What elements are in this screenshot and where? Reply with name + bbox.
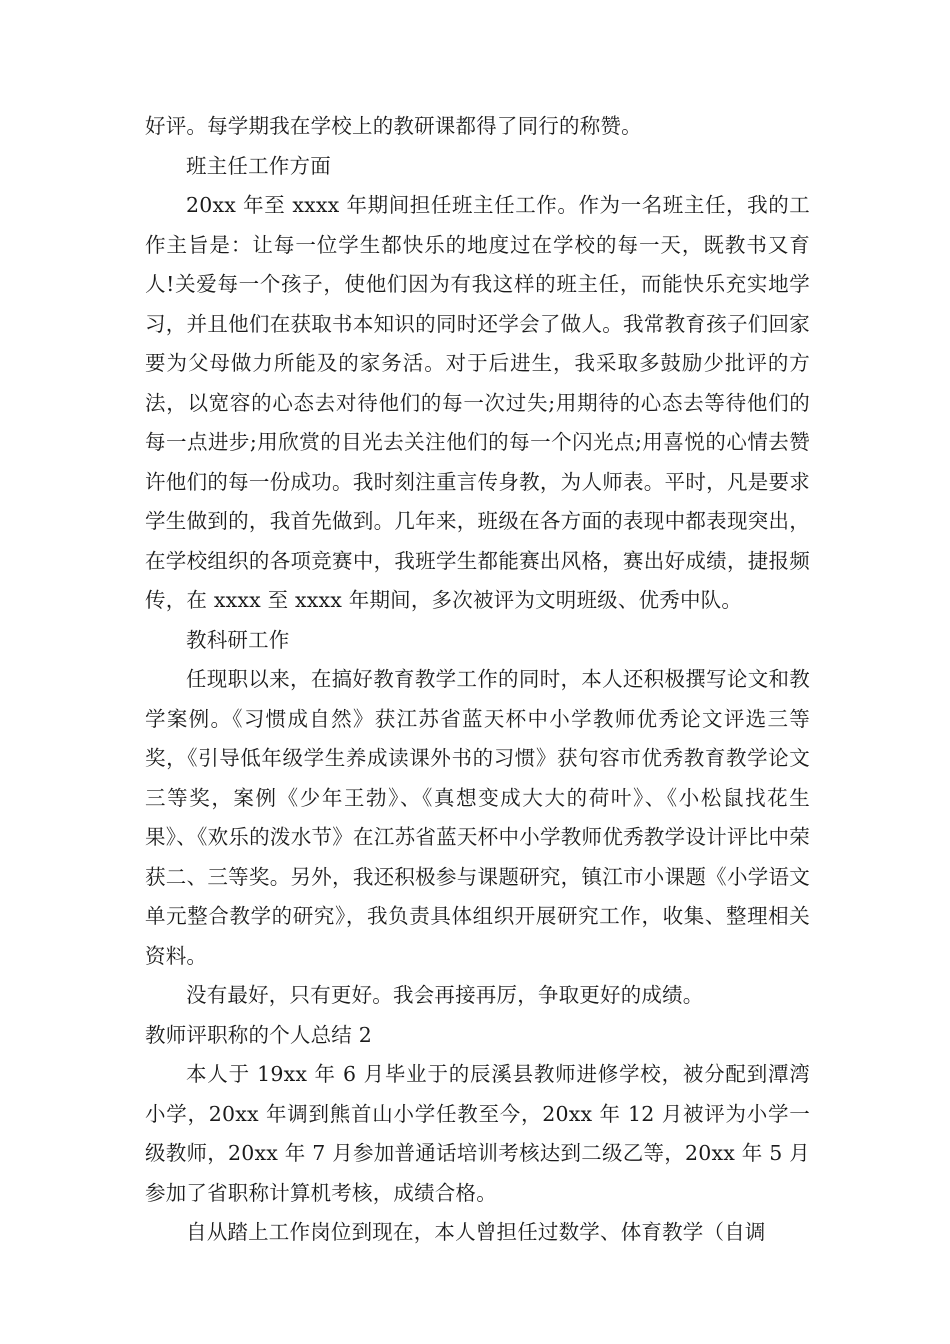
section-heading-head-teacher: 班主任工作方面 <box>186 153 331 178</box>
paragraph-research: 任现职以来，在搞好教育教学工作的同时，本人还积极撰写论文和教学案例。《习惯成自然》获江苏省蓝天杯中小学教师优秀论文评选三等奖，《引导低年级学生养成读课外书的习惯》获句容市优秀教育教学论文三等奖，案例《少年王勃》、《真想变成大大的荷叶》、《小松鼠找花生果》、《欢乐的泼水节》在江苏省蓝天杯中小学教师优秀教学设计评比中荣获二、三等奖。另外，我还积极参与课题研究，镇江市小课题《小学语文单元整合教学的研究》，我负责具体组织开展研究工作，收集、整理相关资料。 <box>145 667 810 968</box>
paragraph-closing: 没有最好，只有更好。我会再接再厉，争取更好的成绩。 <box>186 983 704 1007</box>
section-heading-research: 教科研工作 <box>186 627 290 652</box>
document-body <box>145 107 810 1253</box>
paragraph-head-teacher: 20xx 年至 xxxx 年期间担任班主任工作。作为一名班主任，我的工作主旨是：让每一位学生都快乐的地度过在学校的每一天，既教书又育人!关爱每一个孩子，使他们因为有我这样的班主任，而能快乐充实地学习，并且他们在获取书本知识的同时还学会了做人。我常教育孩子们回家要为父母做力所能及的家务活。对于后进生，我采取多鼓励少批评的方法，以宽容的心态去对待他们的每一次过失;用期待的心态去等待他们的每一点进步;用欣赏的目光去关注他们的每一个闪光点;用喜悦的心情去赞许他们的每一份成功。我时刻注重言传身教，为人师表。平时，凡是要求学生做到的，我首先做到。几年来，班级在各方面的表现中都表现突出，在学校组织的各项竞赛中，我班学生都能赛出风格，赛出好成绩，捷报频传，在 xxxx 至 xxxx 年期间，多次被评为文明班级、优秀中队。 <box>145 193 810 612</box>
paragraph-teaching: 自从踏上工作岗位到现在，本人曾担任过数学、体育教学（自调 <box>186 1220 766 1244</box>
document-title-2: 教师评职称的个人总结 2 <box>145 1022 372 1047</box>
paragraph-continuation: 好评。每学期我在学校上的教研课都得了同行的称赞。 <box>145 114 642 138</box>
paragraph-career: 本人于 19xx 年 6 月毕业于的辰溪县教师进修学校，被分配到潭湾小学，20xx 年调到熊首山小学任教至今，20xx 年 12 月被评为小学一级教师，20xx 年 7 月参加普通话培训考核达到二级乙等，20xx 年 5 月参加了省职称计算机考核，成绩合格。 <box>145 1062 810 1205</box>
